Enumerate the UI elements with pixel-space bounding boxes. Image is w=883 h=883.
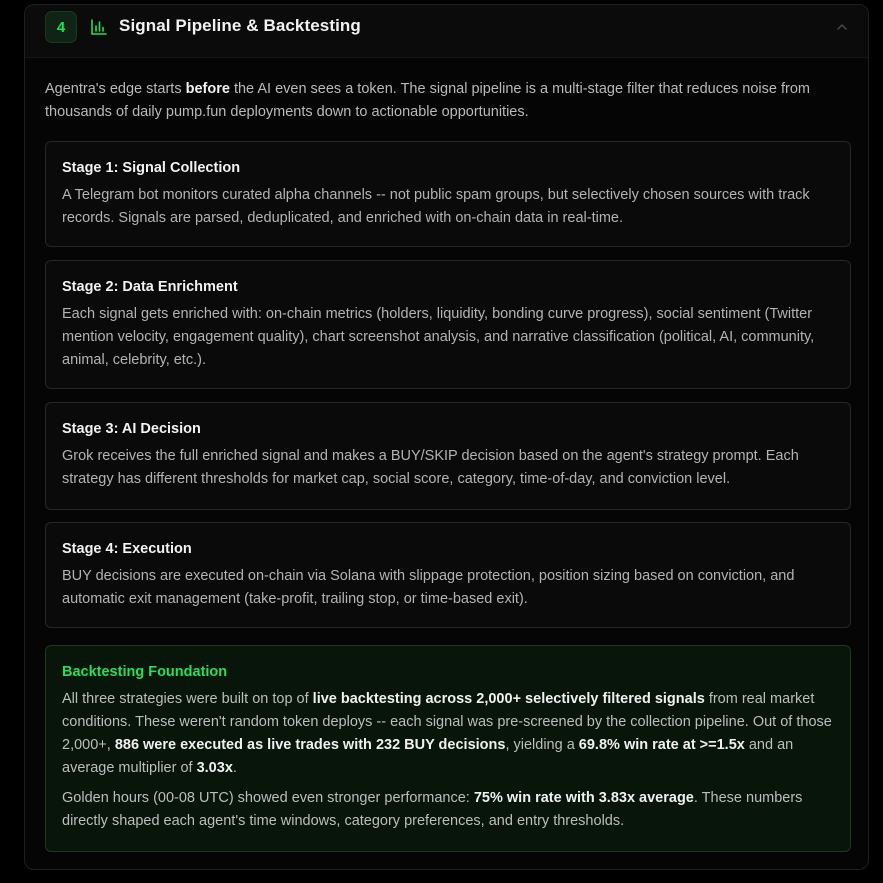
stage-title: Stage 4: Execution bbox=[62, 541, 192, 557]
stage-title: Stage 2: Data Enrichment bbox=[62, 279, 238, 295]
section-header[interactable] bbox=[25, 5, 868, 58]
chevron-up-icon[interactable] bbox=[834, 19, 850, 35]
section-number-badge: 4 bbox=[45, 11, 77, 43]
intro-paragraph: Agentra's edge starts before the AI even sees a token. The signal pipeline is a multi-stage filter that reduces noise from thousands of daily pump.fun deployments down to actionable opportunities. bbox=[45, 81, 810, 120]
stage-card-3 bbox=[45, 402, 851, 510]
stage-card-4 bbox=[45, 522, 851, 628]
section-title: Signal Pipeline & Backtesting bbox=[119, 16, 361, 35]
backtesting-paragraph-1: All three strategies were built on top of live backtesting across 2,000+ selectively filtered signals from real market conditions. These weren't random token deploys -- each signal was pre-screened by the collection pipeline. Out of those 2,000+, 886 were executed as live trades with 232 BUY decisions, yielding a 69.8% win rate at >=1.5x and an average multiplier of 3.03x. bbox=[62, 691, 832, 776]
stage-card-2 bbox=[45, 260, 851, 389]
stage-title: Stage 1: Signal Collection bbox=[62, 160, 241, 176]
backtesting-paragraph-2: Golden hours (00-08 UTC) showed even stronger performance: 75% win rate with 3.83x average. These numbers directly shaped each agent's time windows, category preferences, and entry thresholds. bbox=[62, 790, 803, 829]
bar-chart-icon bbox=[90, 18, 108, 36]
stage-body: BUY decisions are executed on-chain via Solana with slippage protection, position sizing based on conviction, and automatic exit management (take-profit, trailing stop, or time-based exit). bbox=[62, 568, 795, 607]
stage-card-1 bbox=[45, 141, 851, 247]
section-panel bbox=[24, 4, 869, 870]
backtesting-title: Backtesting Foundation bbox=[62, 664, 228, 680]
stage-body: A Telegram bot monitors curated alpha channels -- not public spam groups, but selectively chosen sources with track records. Signals are parsed, deduplicated, and enriched with on-chain data in real-time. bbox=[62, 187, 810, 226]
intro-emphasis: before bbox=[185, 81, 230, 97]
stage-body: Each signal gets enriched with: on-chain metrics (holders, liquidity, bonding curve progress), social sentiment (Twitter mention velocity, engagement quality), chart screenshot analysis, and narrative classification (political, AI, community, animal, celebrity, etc.). bbox=[62, 306, 815, 368]
stage-body: Grok receives the full enriched signal and makes a BUY/SKIP decision based on the agent's strategy prompt. Each strategy has different thresholds for market cap, social score, category, time-of-day, and conviction level. bbox=[62, 448, 799, 487]
stage-title: Stage 3: AI Decision bbox=[62, 421, 201, 437]
backtesting-card bbox=[45, 645, 851, 852]
